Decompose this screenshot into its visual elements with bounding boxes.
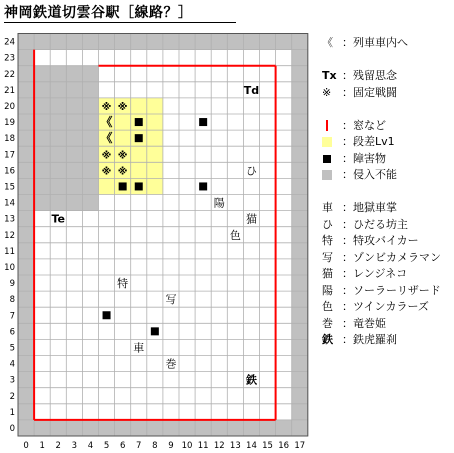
x-axis-label: 14 (246, 441, 257, 451)
impassable-cell (292, 195, 308, 211)
obstacle-square[interactable] (135, 182, 143, 190)
legend-label: ：障害物 (342, 151, 386, 165)
x-axis-label: 2 (55, 441, 61, 451)
x-axis-label: 17 (294, 441, 306, 451)
impassable-cell (292, 275, 308, 291)
impassable-cell (292, 323, 308, 339)
impassable-cell (292, 227, 308, 243)
unit-token[interactable]: 鉄 (245, 373, 257, 387)
x-axis-label: 9 (168, 441, 174, 451)
x-axis-label: 1 (39, 441, 45, 451)
impassable-cell (163, 420, 179, 436)
y-axis-label: 18 (4, 134, 15, 145)
impassable-cell (292, 372, 308, 388)
impassable-cell (34, 34, 50, 50)
impassable-cell (292, 211, 308, 227)
legend-label: ：ソーラーリザード (342, 283, 441, 297)
impassable-cell (18, 275, 34, 291)
legend-label: ：窓など (342, 118, 386, 132)
obstacle-square[interactable] (135, 118, 143, 126)
obstacle-square[interactable] (199, 118, 207, 126)
legend-label: ：ゾンビカメラマン (342, 250, 441, 264)
y-axis-label: 16 (4, 166, 15, 177)
unit-token[interactable]: 猫 (245, 212, 257, 226)
impassable-cell (292, 130, 308, 146)
impassable-cell (195, 34, 211, 50)
impassable-cell (292, 420, 308, 436)
impassable-cell (147, 34, 163, 50)
y-axis-label: 13 (4, 214, 15, 225)
obstacle-square[interactable] (119, 182, 127, 190)
legend-key: 特 (322, 234, 333, 247)
obstacle-square[interactable] (103, 311, 111, 319)
impassable-cell (195, 420, 211, 436)
unit-token[interactable]: 色 (229, 228, 241, 242)
legend-label: ：ひだる坊主 (342, 217, 408, 231)
impassable-cell (276, 34, 292, 50)
x-axis-label: 7 (136, 441, 142, 451)
impassable-cell (227, 420, 243, 436)
y-axis-label: 7 (9, 311, 15, 322)
impassable-cell (82, 420, 98, 436)
fixed-battle-marker[interactable]: ※ (101, 150, 112, 162)
impassable-cell (115, 420, 131, 436)
y-axis-label: 0 (9, 423, 15, 434)
impassable-cell (18, 323, 34, 339)
impassable-cell (227, 34, 243, 50)
impassable-cell (243, 420, 259, 436)
impassable-cell (292, 162, 308, 178)
impassable-cell (99, 420, 115, 436)
y-axis-label: 11 (4, 246, 15, 257)
impassable-cell (115, 34, 131, 50)
x-axis-label: 15 (262, 441, 273, 451)
fixed-battle-marker[interactable]: ※ (117, 150, 128, 162)
impassable-cell (18, 82, 34, 98)
impassable-cell (82, 34, 98, 50)
obstacle-square[interactable] (199, 182, 207, 190)
fixed-battle-marker[interactable]: ※ (117, 166, 128, 178)
train-entrance-marker[interactable]: 《 (100, 115, 113, 130)
legend-label: ：残留思念 (342, 69, 397, 82)
impassable-cell (18, 211, 34, 227)
legend-key: 陽 (322, 283, 333, 297)
impassable-cell (179, 420, 195, 436)
impassable-cell (131, 420, 147, 436)
legend-label: ：侵入不能 (342, 168, 397, 181)
legend-label: ：特攻バイカー (342, 234, 419, 247)
impassable-cell (99, 34, 115, 50)
y-axis-label: 9 (9, 279, 15, 290)
x-axis-label: 3 (71, 441, 78, 451)
impassable-cell (292, 307, 308, 323)
unit-token[interactable]: Te (51, 212, 66, 226)
impassable-cell (18, 66, 34, 82)
x-axis-label: 8 (152, 441, 158, 451)
legend-label: ：段差Lv1 (342, 135, 395, 148)
legend-label: ：レンジネコ (342, 267, 408, 280)
legend-key: 写 (322, 250, 333, 264)
impassable-cell (18, 307, 34, 323)
impassable-cell (292, 114, 308, 130)
x-axis-label: 10 (181, 441, 193, 451)
unit-token[interactable]: Td (243, 83, 260, 97)
y-axis-label: 10 (4, 262, 15, 273)
legend-key: 色 (322, 300, 333, 313)
impassable-cell (66, 420, 82, 436)
impassable-cell (147, 420, 163, 436)
legend-label: ：地獄車掌 (342, 201, 397, 214)
impassable-cell (292, 243, 308, 259)
legend-key: 車 (322, 201, 333, 214)
impassable-cell (292, 291, 308, 307)
x-axis-label: 12 (213, 441, 225, 451)
impassable-cell (292, 178, 308, 194)
impassable-cell (18, 243, 34, 259)
legend-label: ：竜巻姫 (342, 316, 386, 330)
y-axis-label: 22 (4, 69, 15, 80)
impassable-cell (276, 420, 292, 436)
impassable-cell (18, 130, 34, 146)
impassable-cell (292, 339, 308, 355)
impassable-cell (18, 162, 34, 178)
impassable-cell (292, 388, 308, 404)
impassable-cell (18, 146, 34, 162)
unit-token[interactable]: 陽 (213, 196, 225, 210)
impassable-cell (18, 356, 34, 372)
x-axis-label: 6 (119, 441, 126, 451)
x-axis-label: 0 (23, 441, 29, 451)
legend-label: ：固定戦闘 (342, 85, 397, 99)
y-axis-label: 15 (4, 182, 15, 193)
legend-key: Tx (322, 69, 337, 82)
impassable-cell (292, 66, 308, 82)
legend-label: ：ツインカラーズ (342, 300, 429, 313)
impassable-cell (18, 259, 34, 275)
impassable-cell (66, 34, 82, 50)
y-axis-label: 20 (4, 101, 15, 112)
fixed-battle-marker[interactable]: ※ (101, 101, 112, 113)
y-axis-label: 21 (4, 85, 15, 96)
impassable-cell (179, 34, 195, 50)
y-axis-label: 3 (9, 375, 15, 386)
impassable-cell (292, 50, 308, 66)
y-axis-label: 17 (4, 150, 15, 161)
impassable-cell (292, 259, 308, 275)
impassable-cell (18, 195, 34, 211)
impassable-cell (18, 339, 34, 355)
impassable-cell (292, 34, 308, 50)
impassable-cell (292, 82, 308, 98)
impassable-cell (292, 356, 308, 372)
unit-token[interactable]: 巻 (165, 357, 177, 371)
legend-key: ※ (322, 85, 332, 99)
fixed-battle-marker[interactable]: ※ (117, 101, 128, 113)
impassable-cell (292, 98, 308, 114)
impassable-cell (131, 34, 147, 50)
legend-key: 巻 (322, 316, 333, 330)
legend-key: 《 (322, 36, 333, 49)
legend-label: ：鉄虎羅刹 (342, 333, 397, 346)
y-axis-label: 5 (9, 343, 15, 354)
legend-key: 鉄 (322, 333, 333, 346)
y-axis-label: 19 (4, 118, 15, 129)
impassable-cell (18, 227, 34, 243)
map-title: 神岡鉄道切雲谷駅［線路？］ (4, 5, 193, 21)
fixed-battle-marker[interactable]: ※ (101, 166, 112, 178)
x-axis-label: 5 (103, 441, 110, 451)
impassable-cell (211, 34, 227, 50)
impassable-cell (211, 420, 227, 436)
impassable-cell (243, 34, 259, 50)
impassable-cell (18, 404, 34, 420)
x-axis-label: 4 (87, 441, 94, 451)
x-axis-label: 16 (278, 441, 290, 451)
unit-token[interactable]: 写 (165, 293, 177, 307)
impassable-cell (50, 420, 66, 436)
obstacle-square[interactable] (135, 134, 143, 142)
impassable-cell (18, 50, 34, 66)
impassable-cell (260, 34, 276, 50)
legend-label: ：列車車内へ (342, 36, 408, 49)
unit-token[interactable]: 車 (133, 341, 145, 355)
x-axis-label: 11 (197, 441, 209, 451)
x-axis-label: 13 (229, 441, 241, 451)
impassable-cell (18, 372, 34, 388)
y-axis-label: 1 (9, 407, 15, 418)
impassable-cell (260, 420, 276, 436)
impassable-cell (163, 34, 179, 50)
obstacle-square[interactable] (151, 327, 159, 335)
impassable-cell (50, 34, 66, 50)
impassable-cell (18, 178, 34, 194)
y-axis-label: 8 (9, 295, 15, 306)
impassable-cell (292, 146, 308, 162)
train-entrance-marker[interactable]: 《 (100, 131, 113, 146)
impassable-cell (18, 420, 34, 436)
impassable-cell (18, 388, 34, 404)
y-axis-label: 4 (9, 359, 15, 370)
legend-key: ひ (322, 217, 333, 231)
impassable-cell (18, 114, 34, 130)
y-axis-label: 23 (4, 53, 15, 64)
impassable-cell (18, 34, 34, 50)
y-axis-label: 6 (9, 327, 15, 338)
impassable-cell (18, 291, 34, 307)
y-axis-label: 24 (4, 37, 15, 48)
y-axis-label: 12 (4, 230, 15, 241)
legend-key: 猫 (322, 267, 333, 280)
impassable-cell (18, 98, 34, 114)
impassable-cell (34, 420, 50, 436)
y-axis-label: 2 (9, 391, 15, 402)
impassable-cell (292, 404, 308, 420)
unit-token[interactable]: 特 (117, 277, 129, 291)
unit-token[interactable]: ひ (245, 164, 257, 178)
y-axis-label: 14 (4, 198, 15, 209)
